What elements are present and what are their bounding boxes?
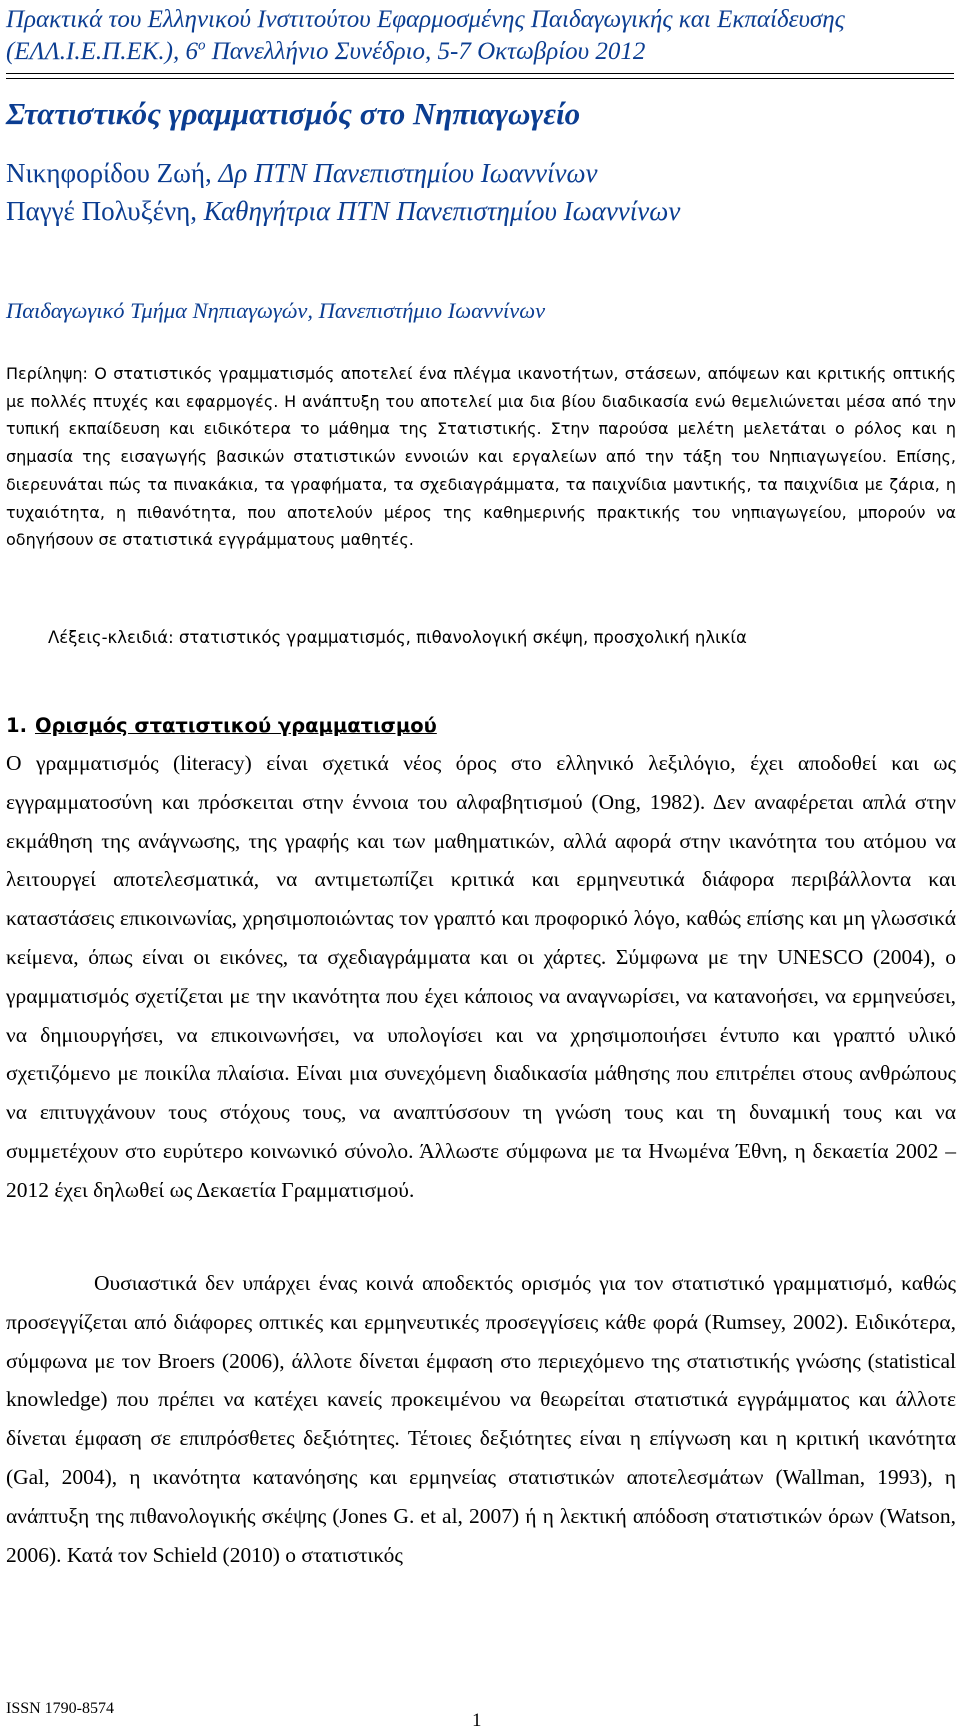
header-line-1: Πρακτικά του Ελληνικού Ινστιτούτου Εφαρμοσμένης Παιδαγωγικής και Εκπαίδευσης xyxy=(6,6,845,33)
author-name: Νικηφορίδου Ζωή, xyxy=(6,158,219,188)
author-affiliation: Καθηγήτρια ΠΤΝ Πανεπιστημίου Ιωαννίνων xyxy=(203,196,681,226)
section-number: 1. xyxy=(6,714,27,737)
page-number: 1 xyxy=(472,1710,482,1731)
section-title: Ορισμός στατιστικού γραμματισμού xyxy=(34,714,437,737)
running-header xyxy=(6,4,956,68)
abstract-label: Περίληψη: xyxy=(6,364,88,383)
author-line xyxy=(6,158,598,189)
author-name: Παγγέ Πολυξένη, xyxy=(6,196,204,226)
body-paragraph: Ουσιαστικά δεν υπάρχει ένας κοινά αποδεκτός ορισμός για τον στατιστικό γραμματισμό, καθώς προσεγγίζεται από διάφορες οπτικές και ερμηνευτικές προσεγγίσεις κάθε φορά (Rumsey, 2002). Ειδικότερα, σύμφωνα με τον Broers (2006), άλλοτε δίνεται έμφαση στο περιεχόμενο της στατιστικής γνώσης (statistical knowledge) που πρέπει να κατέχει κανείς προκειμένου να θεωρείται στατιστικά εγγράμματος και άλλοτε δίνεται έμφαση σε επιπρόσθετες δεξιότητες. Τέτοιες δεξιότητες είναι η επίγνωση και η κριτική ικανότητα (Gal, 2004), η ικανότητα κατανόησης και ερμηνείας στατιστικών αποτελεσμάτων (Wallman, 1993), η ανάπτυξη της πιθανολογικής σκέψης (Jones G. et al, 2007) ή η λεκτική απόδοση στατιστικών όρων (Watson, 2006). Κατά τον Schield (2010) ο στατιστικός xyxy=(6,1271,956,1567)
author-affiliation: Δρ ΠΤΝ Πανεπιστημίου Ιωαννίνων xyxy=(218,158,598,188)
department-affiliation: Παιδαγωγικό Τμήμα Νηπιαγωγών, Πανεπιστήμιο Ιωαννίνων xyxy=(6,298,546,323)
header-line-2 xyxy=(6,36,956,68)
header-rule-top xyxy=(6,73,954,74)
keywords: Λέξεις-κλειδιά: στατιστικός γραμματισμός, πιθανολογική σκέψη, προσχολική ηλικία xyxy=(48,628,747,647)
section-heading xyxy=(6,714,437,737)
abstract-text: Ο στατιστικός γραμματισμός αποτελεί ένα πλέγμα ικανοτήτων, στάσεων, απόψεων και κριτικής οπτικής με πολλές πτυχές και εφαρμογές. Η ανάπτυξη του αποτελεί μια δια βίου διαδικασία ενώ θεμελιώνεται μέσα από την τυπική εκπαίδευση και ειδικότερα το μάθημα της Στατιστικής. Στην παρούσα μελέτη μελετάται ο ρόλος και η σημασία της εισαγωγής βασικών στατιστικών εννοιών και εργαλείων από την τάξη του Νηπιαγωγείου. Επίσης, διερευνάται πώς τα πινακάκια, τα γραφήματα, τα σχεδιαγράμματα, τα παιχνίδια μαντικής, τα παιχνίδια με ζάρια, η τυχαιότητα, η πιθανότητα, που αποτελούν μέρος της καθημερινής πρακτικής του νηπιαγωγείου, μπορούν να οδηγήσουν σε στατιστικά εγγράμματους μαθητές. xyxy=(6,364,957,550)
author-line xyxy=(6,196,680,227)
header-rule-bottom xyxy=(6,78,954,79)
abstract xyxy=(6,360,956,554)
header-line-2-end: Πανελλήνιο Συνέδριο, 5-7 Οκτωβρίου 2012 xyxy=(205,38,646,65)
body-paragraph: Ο γραμματισμός (literacy) είναι σχετικά νέος όρος στο ελληνικό λεξιλόγιο, έχει αποδοθεί και ως εγγραμματοσύνη και πρόσκειται στην έννοια του αλφαβητισμού (Ong, 1982). Δεν αναφέρεται απλά στην εκμάθηση της ανάγνωσης, της γραφής και των μαθηματικών, αλλά αφορά στην ικανότητα του ατόμου να λειτουργεί αποτελεσματικά, να αντιμετωπίζει κριτικά και ερμηνευτικά διάφορα περιβάλλοντα και καταστάσεις επικοινωνίας, χρησιμοποιώντας τον γραπτό και προφορικό λόγο, καθώς επίσης και μη γλωσσικά κείμενα, όπως είναι οι εικόνες, τα σχεδιαγράμματα και οι χάρτες. Σύμφωνα με την UNESCO (2004), ο γραμματισμός σχετίζεται με την ικανότητα που έχει κάποιος να αναγνωρίσει, να κατανοήσει, να ερμηνεύσει, να δημιουργήσει, να επικοινωνήσει, να υπολογίσει και να χρησιμοποιήσει έντυπο και γραπτό υλικό σχετιζόμενο με ποικίλα πλαίσια. Είναι μια συνεχόμενη διαδικασία μάθησης που επιτρέπει στους ανθρώπους να επιτυγχάνουν τους στόχους τους, να αναπτύσσουν τη γνώση τους και τη δυναμική τους και να συμμετέχουν στο ευρύτερο κοινωνικό σύνολο. Άλλωστε σύμφωνα με τα Ηνωμένα Έθνη, η δεκαετία 2002 – 2012 έχει δηλωθεί ως Δεκαετία Γραμματισμού. xyxy=(6,751,956,1202)
footer-issn: ISSN 1790-8574 xyxy=(6,1700,115,1717)
header-line-2-start: (ΕΛΛ.Ι.Ε.Π.ΕΚ.), 6 xyxy=(6,38,198,65)
header-ordinal-superscript: ο xyxy=(197,37,206,54)
paper-title: Στατιστικός γραμματισμός στο Νηπιαγωγείο xyxy=(6,96,581,131)
